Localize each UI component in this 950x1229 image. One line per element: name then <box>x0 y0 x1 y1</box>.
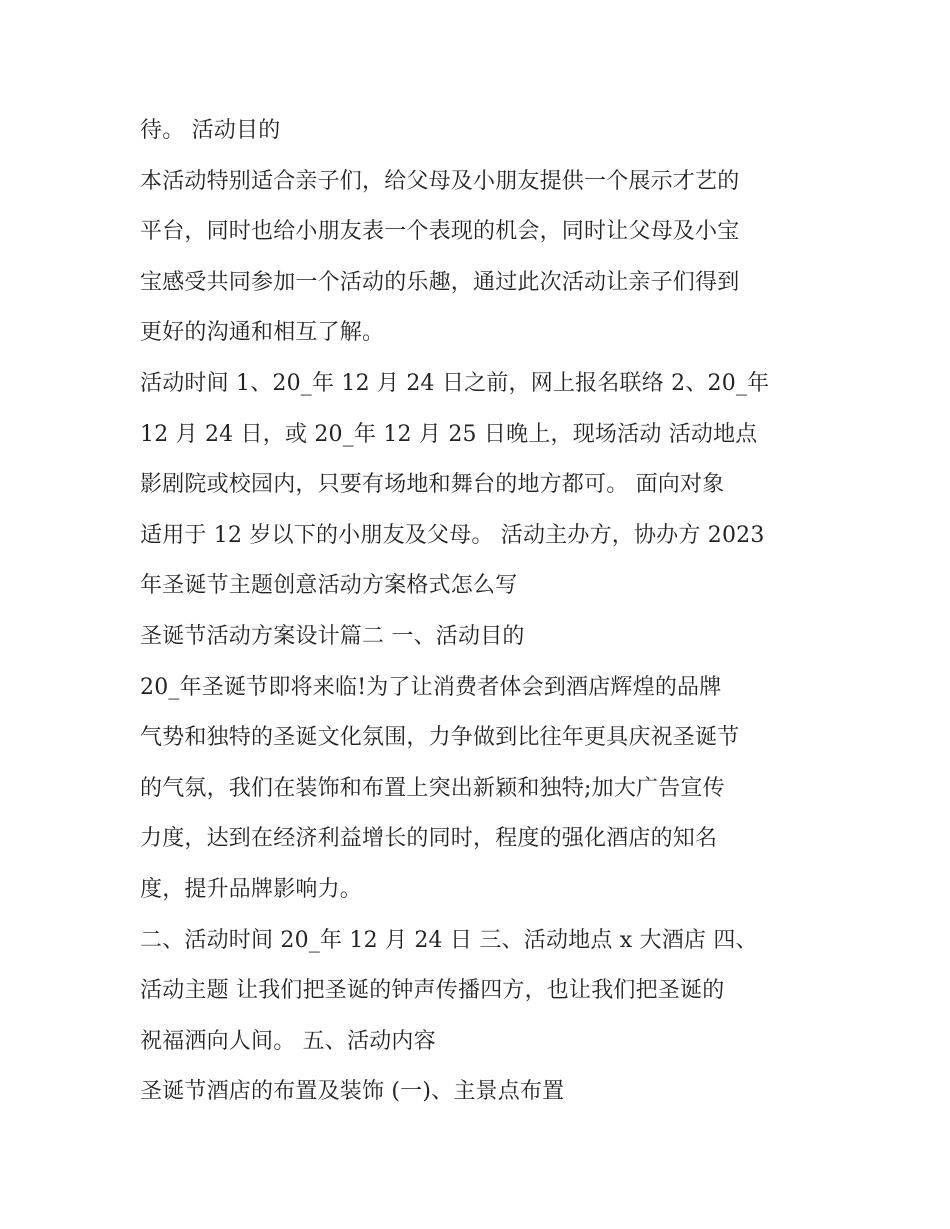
text-line: 12 月 24 日，或 20_年 12 月 25 日晚上，现场活动 活动地点 <box>140 421 758 447</box>
text-line: 影剧院或校园内，只要有场地和舞台的地方都可。 面向对象 <box>140 472 725 498</box>
text-line: 更好的沟通和相互了解。 <box>140 320 385 346</box>
text-line: 气势和独特的圣诞文化氛围，力争做到比往年更具庆祝圣诞节 <box>140 725 740 751</box>
text-line: 祝福洒向人间。 五、活动内容 <box>140 1028 436 1054</box>
body-text <box>140 106 830 1118</box>
text-line: 年圣诞节主题创意活动方案格式怎么写 <box>140 573 518 599</box>
text-line: 本活动特别适合亲子们，给父母及小朋友提供一个展示才艺的 <box>140 168 740 194</box>
text-line: 力度，达到在经济利益增长的同时，程度的强化酒店的知名 <box>140 826 718 852</box>
text-line: 待。 活动目的 <box>140 118 281 143</box>
text-line: 适用于 12 岁以下的小朋友及父母。 活动主办方，协办方 2023 <box>140 522 765 548</box>
text-line: 活动时间 1、20_年 12 月 24 日之前，网上报名联络 2、20_年 <box>140 370 770 396</box>
text-line: 平台，同时也给小朋友表一个表现的机会，同时让父母及小宝 <box>140 219 740 245</box>
text-line: 圣诞节酒店的布置及装饰 (一)、主景点布置 <box>140 1079 565 1105</box>
text-line: 20_年圣诞节即将来临!为了让消费者体会到酒店辉煌的品牌 <box>140 674 722 700</box>
text-line: 活动主题 让我们把圣诞的钟声传播四方，也让我们把圣诞的 <box>140 978 725 1004</box>
text-line: 圣诞节活动方案设计篇二 一、活动目的 <box>140 623 525 649</box>
text-line: 的气氛，我们在装饰和布置上突出新颖和独特;加大广告宣传 <box>140 775 725 801</box>
text-line: 度，提升品牌影响力。 <box>140 876 363 902</box>
text-line: 宝感受共同参加一个活动的乐趣，通过此次活动让亲子们得到 <box>140 269 740 295</box>
text-line: 二、活动时间 20_年 12 月 24 日 三、活动地点 x 大酒店 四、 <box>140 927 758 953</box>
